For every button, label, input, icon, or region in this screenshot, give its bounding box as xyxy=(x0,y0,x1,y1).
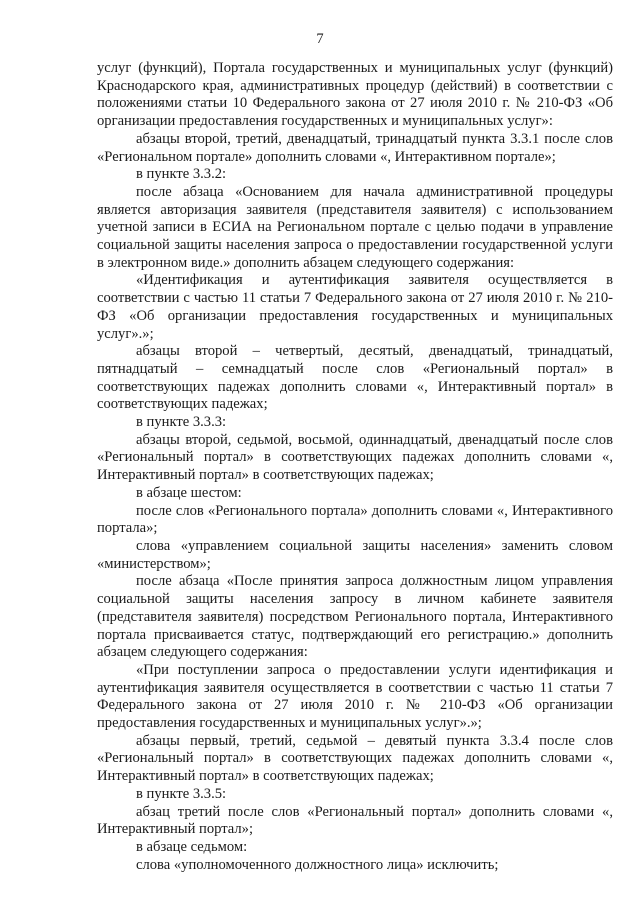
paragraph: «Идентификация и аутентификация заявителя осуществляется в соответствии с частью 11 статьи 7 Федерального закона от 27 июля 2010 г. № 210-ФЗ «Об организации предоставления государственных и муниципальных услуг».»; xyxy=(97,272,613,342)
paragraph: услуг (функций), Портала государственных и муниципальных услуг (функций) Краснодарского края, административных процедур (действий) в соответствии с положениями статьи 10 Федерального закона от 27 июля 2010 г. № 210-ФЗ «Об организации предоставления государственных и муниципальных услуг»: xyxy=(97,60,613,130)
paragraph: в абзаце шестом: xyxy=(136,484,242,501)
paragraph: абзацы второй – четвертый, десятый, двенадцатый, тринадцатый, пятнадцатый – семнадцатый после слов «Региональный портал» в соответствующих падежах дополнить словами «, Интерактивный портал» в соответствующих падежах; xyxy=(97,343,613,413)
paragraph: после абзаца «После принятия запроса должностным лицом управления социальной защиты населения запросу в личном кабинете заявителя (представителя заявителя) посредством Регионального портала, Интерактивного портала присваивается статус, подтверждающий его регистрацию.» дополнить абзацем следующего содержания: xyxy=(97,573,613,661)
document-body xyxy=(97,60,613,874)
paragraph: слова «уполномоченного должностного лица» исключить; xyxy=(136,856,499,873)
paragraph: в пункте 3.3.2: xyxy=(136,166,227,183)
paragraph: слова «управлением социальной защиты населения» заменить словом «министерством»; xyxy=(97,537,613,572)
paragraph: абзац третий после слов «Региональный портал» дополнить словами «, Интерактивный портал»; xyxy=(97,803,613,838)
paragraph: после абзаца «Основанием для начала административной процедуры является авторизация заявителя (представителя заявителя) с использованием учетной записи в ЕСИА на Региональном портале с целью подачи в управление социальной защиты населения запроса о предоставлении государственной услуги в электронном виде.» дополнить абзацем следующего содержания: xyxy=(97,183,613,271)
paragraph: в пункте 3.3.5: xyxy=(136,785,227,802)
page-number: 7 xyxy=(316,31,324,47)
paragraph: абзацы второй, седьмой, восьмой, одиннадцатый, двенадцатый после слов «Региональный портал» в соответствующих падежах дополнить словами «, Интерактивный портал» в соответствующих падежах; xyxy=(97,431,613,484)
paragraph: «При поступлении запроса о предоставлении услуги идентификация и аутентификация заявителя осуществляется в соответствии с частью 11 статьи 7 Федерального закона от 27 июля 2010 г. № 210-ФЗ «Об организации предоставления государственных и муниципальных услуг».»; xyxy=(97,661,613,732)
paragraph: абзацы второй, третий, двенадцатый, тринадцатый пункта 3.3.1 после слов «Региональном портале» дополнить словами «, Интерактивном портале»; xyxy=(97,130,613,165)
paragraph: в абзаце седьмом: xyxy=(136,838,248,855)
paragraph: после слов «Регионального портала» дополнить словами «, Интерактивного портала»; xyxy=(97,502,613,537)
paragraph: абзацы первый, третий, седьмой – девятый пункта 3.3.4 после слов «Региональный портал» в соответствующих падежах дополнить словами «, Интерактивный портал» в соответствующих падежах; xyxy=(97,732,613,785)
paragraph: в пункте 3.3.3: xyxy=(136,414,227,431)
